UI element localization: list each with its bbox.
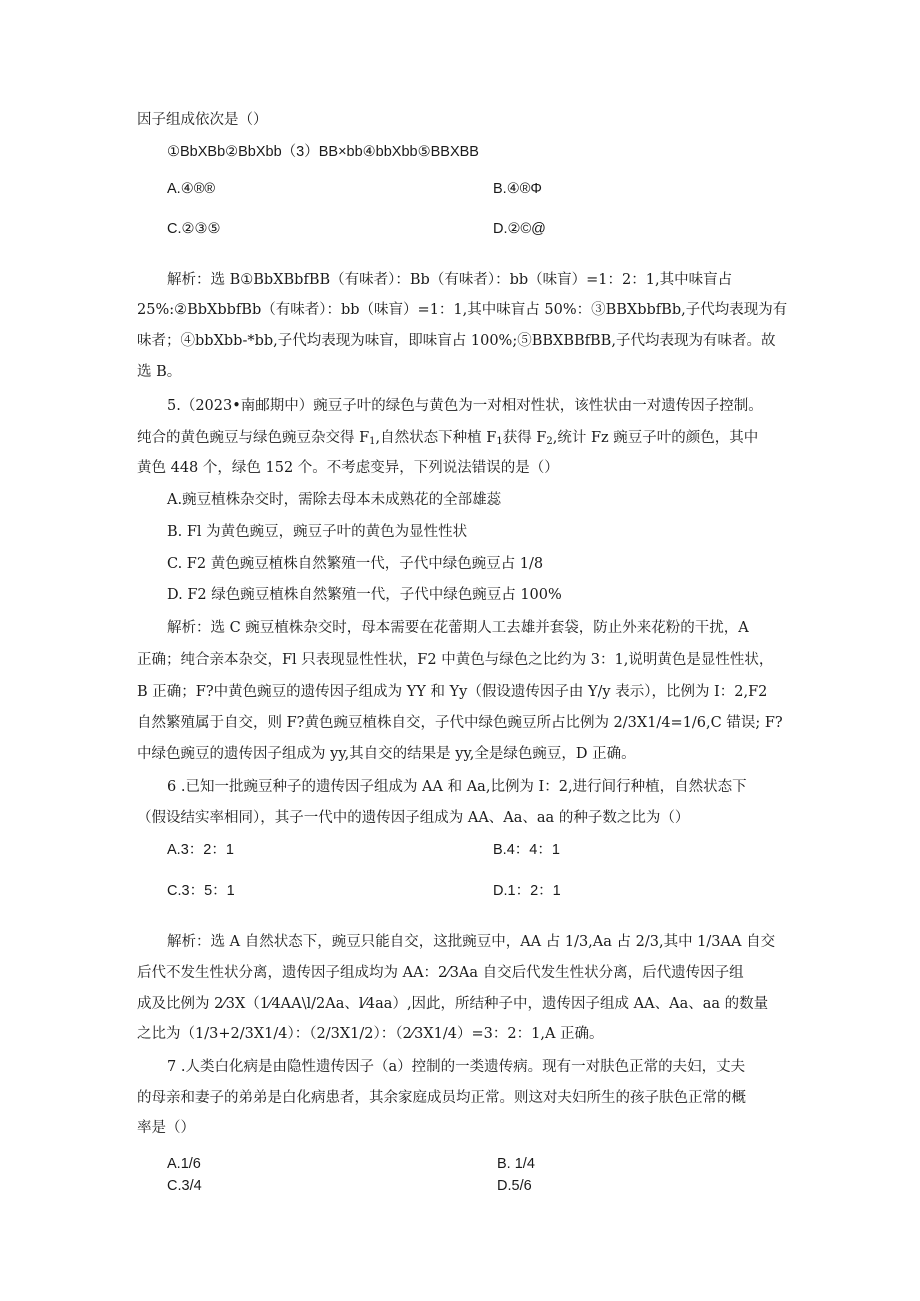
q6-option-a: A.3：2：1 <box>167 842 234 858</box>
q6-analysis-line: 解析：选 A 自然状态下，豌豆只能自交，这批豌豆中，AA 占 1/3,Aa 占 2/3,其中 1/3AA 自交 <box>167 934 776 950</box>
q6-stem-line: 6 .已知一批豌豆种子的遗传因子组成为 AA 和 Aa,比例为 I：2,进行间行种植，自然状态下 <box>167 779 747 795</box>
q7-stem-line: 的母亲和妻子的弟弟是白化病患者，其余家庭成员均正常。则这对夫妇所生的孩子肤色正常的概 <box>137 1090 746 1106</box>
q5-option-d: D. F2 绿色豌豆植株自然繁殖一代，子代中绿色豌豆占 100% <box>167 587 562 603</box>
q5-analysis-line: B 正确；F?中黄色豌豆的遗传因子组成为 YY 和 Yy（假设遗传因子由 Y/y 表示），比例为 I：2,F2 <box>137 684 768 700</box>
q4-analysis-line: 解析：选 B①BbXBbfBB（有味者）：Bb（有味者）：bb（味盲）=1：2：1,其中味盲占 <box>167 272 733 288</box>
q5-analysis-line: 解析：选 C 豌豆植株杂交时，母本需要在花蕾期人工去雄并套袋，防止外来花粉的干扰，A <box>167 620 749 636</box>
q6-analysis-line: 后代不发生性状分离，遗传因子组成均为 AA：2⁄3Aa 自交后代发生性状分离，后代遗传因子组 <box>137 965 744 981</box>
q4-option-c: C.②③⑤ <box>167 221 221 237</box>
q7-option-a: A.1/6 <box>167 1156 201 1172</box>
q6-option-d: D.1：2：1 <box>493 883 561 899</box>
q4-option-b: B.④®Φ <box>493 181 542 197</box>
q5-analysis-line: 自然繁殖属于自交，则 F?黄色豌豆植株自交，子代中绿色豌豆所占比例为 2/3X1/4=1/6,C 错误; F? <box>137 715 783 731</box>
q4-crosses: ①BbXBb②BbXbb（3）BB×bb④bbXbb⑤BBXBB <box>167 144 479 160</box>
q7-option-b: B. 1/4 <box>497 1156 535 1172</box>
q5-stem-line: 黄色 448 个，绿色 152 个。不考虑变异，下列说法错误的是（） <box>137 460 559 476</box>
q5-option-c: C. F2 黄色豌豆植株自然繁殖一代，子代中绿色豌豆占 1/8 <box>167 556 544 572</box>
q5-stem-line: 5.（2023•南邮期中）豌豆子叶的绿色与黄色为一对相对性状，该性状由一对遗传因子控制。 <box>167 398 763 414</box>
q6-analysis-line: 成及比例为 2⁄3X（1⁄4AA\l/2Aa、l⁄4aa）,因此，所结种子中，遗传因子组成 AA、Aa、aa 的数量 <box>137 996 769 1012</box>
q4-analysis-line: 味者；④bbXbb-*bb,子代均表现为味盲，即味盲占 100%;⑤BBXBBfBB,子代均表现为有味者。故 <box>137 333 776 349</box>
q4-stem-tail: 因子组成依次是（） <box>137 112 268 128</box>
q6-analysis-line: 之比为（1/3+2/3X1/4）：（2/3X1/2）：（2⁄3X1/4）=3：2：1,A 正确。 <box>137 1026 604 1042</box>
q4-option-d: D.②©@ <box>493 221 546 237</box>
q7-option-d: D.5/6 <box>497 1178 532 1194</box>
q6-option-b: B.4：4：1 <box>493 842 560 858</box>
q4-option-a: A.④®® <box>167 181 216 197</box>
q7-stem-line: 率是（） <box>137 1120 195 1136</box>
q7-stem-line: 7 .人类白化病是由隐性遗传因子（a）控制的一类遗传病。现有一对肤色正常的夫妇，丈夫 <box>167 1059 746 1075</box>
q6-stem-line: （假设结实率相同），其子一代中的遗传因子组成为 AA、Aa、aa 的种子数之比为（） <box>137 810 690 826</box>
q7-option-c: C.3/4 <box>167 1178 202 1194</box>
q5-analysis-line: 正确；纯合亲本杂交，Fl 只表现显性性状，F2 中黄色与绿色之比约为 3：1,说明黄色是显性性状， <box>137 652 774 668</box>
q6-option-c: C.3：5：1 <box>167 883 235 899</box>
q5-stem-line: 纯合的黄色豌豆与绿色豌豆杂交得 $F_1$,自然状态下种植 $F_1$获得 $F_2$,统计 Fz 豌豆子叶的颜色，其中 <box>137 430 759 447</box>
q4-analysis-line: 选 B。 <box>137 364 182 380</box>
q5-option-b: B. Fl 为黄色豌豆，豌豆子叶的黄色为显性性状 <box>167 524 468 540</box>
q5-option-a: A.豌豆植株杂交时，需除去母本未成熟花的全部雄蕊 <box>167 492 502 508</box>
q5-analysis-line: 中绿色豌豆的遗传因子组成为 yy,其自交的结果是 yy,全是绿色豌豆，D 正确。 <box>137 746 636 762</box>
q4-analysis-line: 25%:②BbXbbfBb（有味者）：bb（味盲）=1：1,其中味盲占 50%：③BBXbbfBb,子代均表现为有 <box>137 302 788 318</box>
